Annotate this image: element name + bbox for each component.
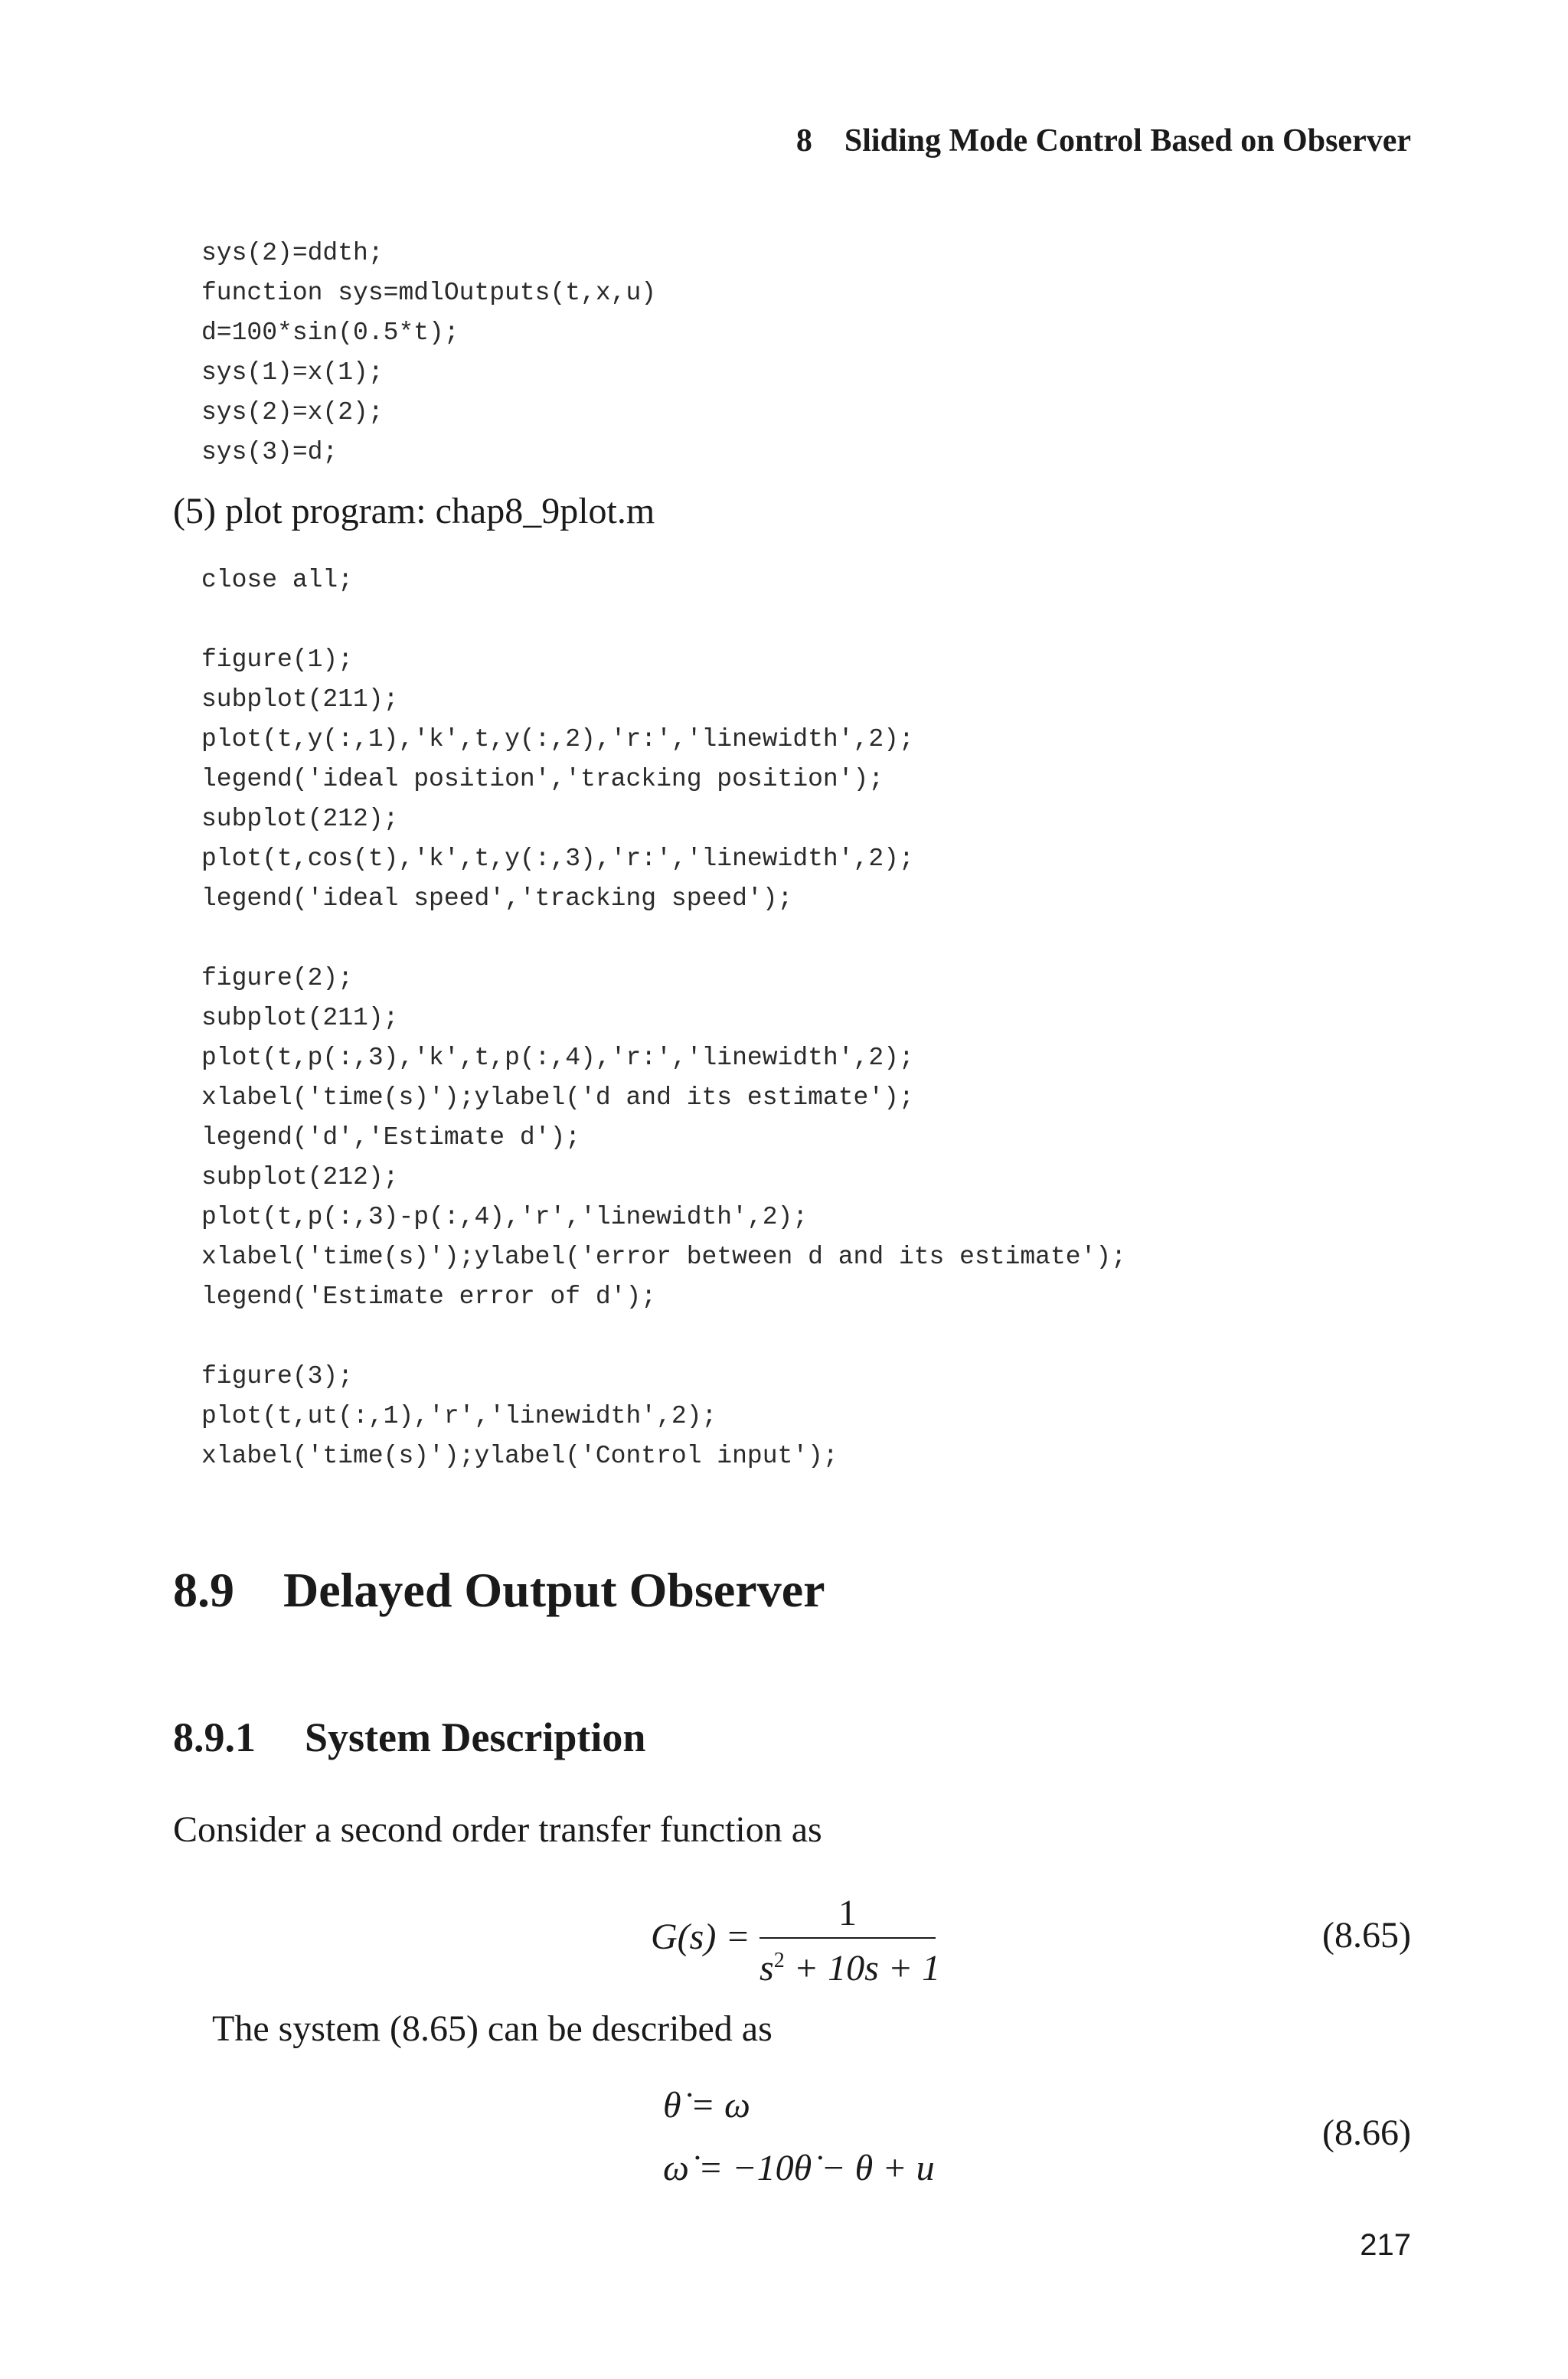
code-line: xlabel('time(s)');ylabel('d and its estimate'); [201, 1083, 914, 1112]
equation-8-66 [663, 2084, 935, 2190]
running-head-chapter-title: Sliding Mode Control Based on Observer [844, 123, 1411, 158]
code-blank-line [201, 919, 1126, 959]
code-line: plot(t,p(:,3),'k',t,p(:,4),'r:','linewidth',2); [201, 1044, 914, 1072]
denominator-rest: + 10s + 1 [784, 1948, 941, 1988]
code-line: sys(2)=ddth; [201, 239, 384, 267]
code-line: plot(t,p(:,3)-p(:,4),'r','linewidth',2); [201, 1203, 808, 1231]
denominator-exponent: 2 [773, 1949, 785, 1972]
code-line: sys(3)=d; [201, 438, 338, 466]
subsection-heading [173, 1714, 645, 1761]
code-line: legend('Estimate error of d'); [201, 1283, 657, 1311]
code-blank-line [201, 600, 1126, 640]
fraction-bar [760, 1937, 936, 1939]
section-number: 8.9 [173, 1563, 234, 1617]
code-line: function sys=mdlOutputs(t,x,u) [201, 279, 657, 307]
subsection-number: 8.9.1 [173, 1714, 256, 1760]
running-head-chapter-number: 8 [795, 123, 812, 158]
equation-8-65-lhs: G(s) = [651, 1917, 750, 1957]
section-title: Delayed Output Observer [283, 1563, 825, 1617]
code-line: plot(t,y(:,1),'k',t,y(:,2),'r:','linewidth',2); [201, 725, 914, 753]
equation-number-8-66: (8.66) [1322, 2113, 1411, 2153]
equation-number-8-65: (8.65) [1322, 1915, 1411, 1956]
equation-8-65-denominator [760, 1940, 941, 1989]
subsection-title: System Description [305, 1714, 646, 1760]
code-line: d=100*sin(0.5*t); [201, 319, 459, 347]
section-heading [173, 1562, 825, 1619]
code-line: figure(2); [201, 964, 354, 992]
equation-8-65-numerator: 1 [838, 1893, 857, 1933]
code-line: legend('ideal position','tracking position'); [201, 765, 884, 793]
code-block-s-function [201, 234, 656, 472]
code-line: subplot(211); [201, 1004, 399, 1032]
paragraph-transfer-function: Consider a second order transfer function as [173, 1809, 822, 1850]
code-line: plot(t,ut(:,1),'r','linewidth',2); [201, 1402, 717, 1430]
page-number: 217 [1360, 2228, 1411, 2262]
code-line: xlabel('time(s)');ylabel('Control input'); [201, 1442, 838, 1470]
code-line: sys(2)=x(2); [201, 398, 384, 426]
code-line: xlabel('time(s)');ylabel('error between d and its estimate'); [201, 1243, 1126, 1271]
running-head [796, 123, 1411, 159]
code-line: plot(t,cos(t),'k',t,y(:,3),'r:','linewidth',2); [201, 845, 914, 873]
equation-8-66-line-2: ω̇ = −10θ̇ − θ + u [663, 2148, 935, 2188]
code-line: legend('d','Estimate d'); [201, 1123, 581, 1152]
code-line: legend('ideal speed','tracking speed'); [201, 884, 793, 913]
code-line: figure(3); [201, 1362, 354, 1390]
code-block-plot-program [201, 560, 1126, 1476]
code-line: close all; [201, 566, 354, 594]
code-blank-line [201, 1317, 1126, 1357]
equation-8-66-line-1: θ̇ = ω [663, 2085, 750, 2126]
code-line: subplot(211); [201, 685, 399, 714]
code-line: subplot(212); [201, 805, 399, 833]
plot-program-caption: (5) plot program: chap8_9plot.m [173, 491, 655, 531]
code-line: figure(1); [201, 645, 354, 674]
denominator-variable: s [760, 1948, 774, 1988]
code-line: subplot(212); [201, 1163, 399, 1191]
equation-8-65-fraction [760, 1893, 941, 1989]
code-line: sys(1)=x(1); [201, 358, 384, 387]
paragraph-system-description: The system (8.65) can be described as [212, 2008, 773, 2049]
